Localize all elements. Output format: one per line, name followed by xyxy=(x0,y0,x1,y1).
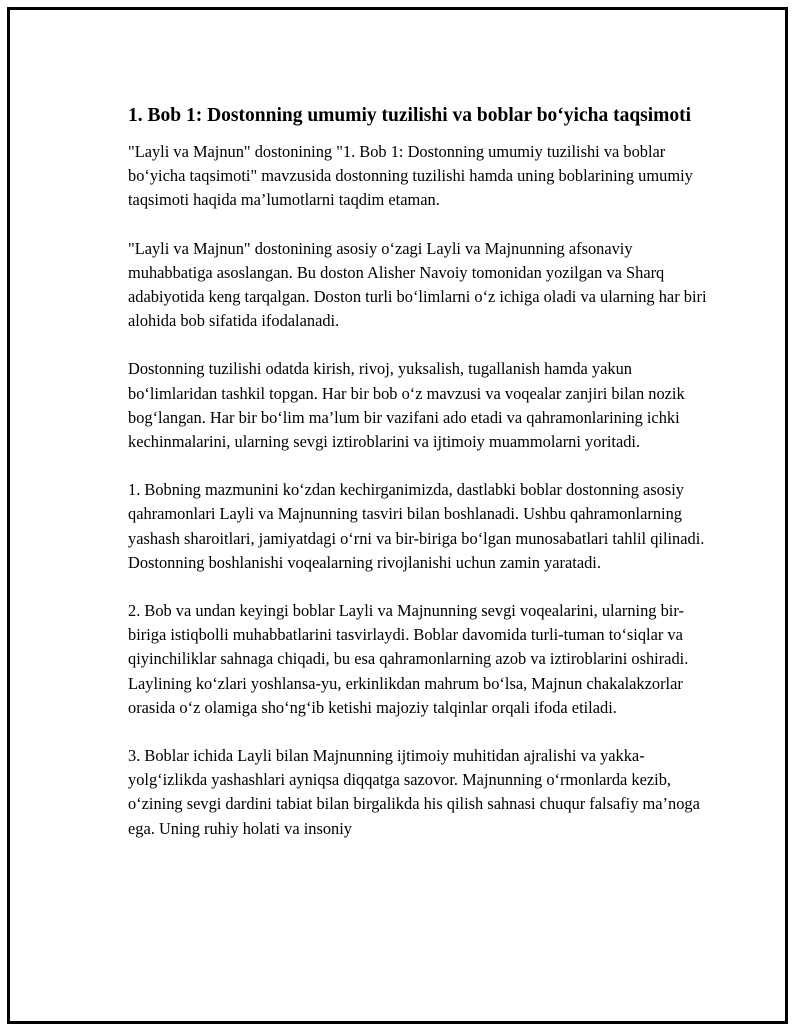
paragraph-structure: Dostonning tuzilishi odatda kirish, rivoj, yuksalish, tugallanish hamda yakun bo‘limlaridan tashkil topgan. Har bir bob o‘z mavzusi va voqealar zanjiri bilan nozik bog‘langan. Har bir bo‘lim ma’lum bir vazifani ado etadi va qahramonlarining ichki kechinmalarini, ularning sevgi iztiroblarini va ijtimoiy muammolarni yoritadi. xyxy=(128,359,685,452)
section-heading: 1. Bob 1: Dostonning umumiy tuzilishi va boblar bo‘yicha taqsimoti xyxy=(128,105,692,126)
page-frame xyxy=(7,7,788,1024)
paragraph-chapter-3: 3. Boblar ichida Layli bilan Majnunning ijtimoiy muhitidan ajralishi va yakka-yolg‘izlikda yashashlari ayniqsa diqqatga sazovor. Majnunning o‘rmonlarda kezib, o‘zining sevgi dardini tabiat bilan birgalikda his qilish sahnasi chuqur falsafiy ma’noga ega. Uning ruhiy holati va insoniy xyxy=(128,746,700,838)
paragraph-chapter-1: 1. Bobning mazmunini ko‘zdan kechirganimizda, dastlabki boblar dostonning asosiy qahramonlari Layli va Majnunning tasviri bilan boshlanadi. Ushbu qahramonlarning yashash sharoitlari, jamiyatdagi o‘rni va bir-biriga bo‘lgan munosabatlari tahlil qilinadi. Dostonning boshlanishi voqealarning rivojlanishi uchun zamin yaratadi. xyxy=(128,480,705,572)
paragraph-chapter-2: 2. Bob va undan keyingi boblar Layli va Majnunning sevgi voqealarini, ularning bir-biriga istiqbolli muhabbatlarini tasvirlaydi. Boblar davomida turli-tuman to‘siqlar va qiyinchiliklar sahnaga chiqadi, bu esa qahramonlarning azob va iztiroblarini oshiradi. Laylining ko‘zlari yoshlansa-yu, erkinlikdan mahrum bo‘lsa, Majnun chakalakzorlar orasida o‘z olamiga sho‘ng‘ib ketishi majoziy talqinlar orqali ifoda etiladi. xyxy=(128,601,689,717)
document-content xyxy=(128,102,708,865)
paragraph-intro: "Layli va Majnun" dostonining "1. Bob 1: Dostonning umumiy tuzilishi va boblar bo‘yicha taqsimoti" mavzusida dostonning tuzilishi hamda uning boblarining umumiy taqsimoti haqida ma’lumotlarni taqdim etaman. xyxy=(128,142,693,210)
paragraph-core-theme: "Layli va Majnun" dostonining asosiy o‘zagi Layli va Majnunning afsonaviy muhabbatiga asoslangan. Bu doston Alisher Navoiy tomonidan yozilgan va Sharq adabiyotida keng tarqalgan. Doston turli bo‘limlarni o‘z ichiga oladi va ularning har biri alohida bob sifatida ifodalanadi. xyxy=(128,238,707,331)
